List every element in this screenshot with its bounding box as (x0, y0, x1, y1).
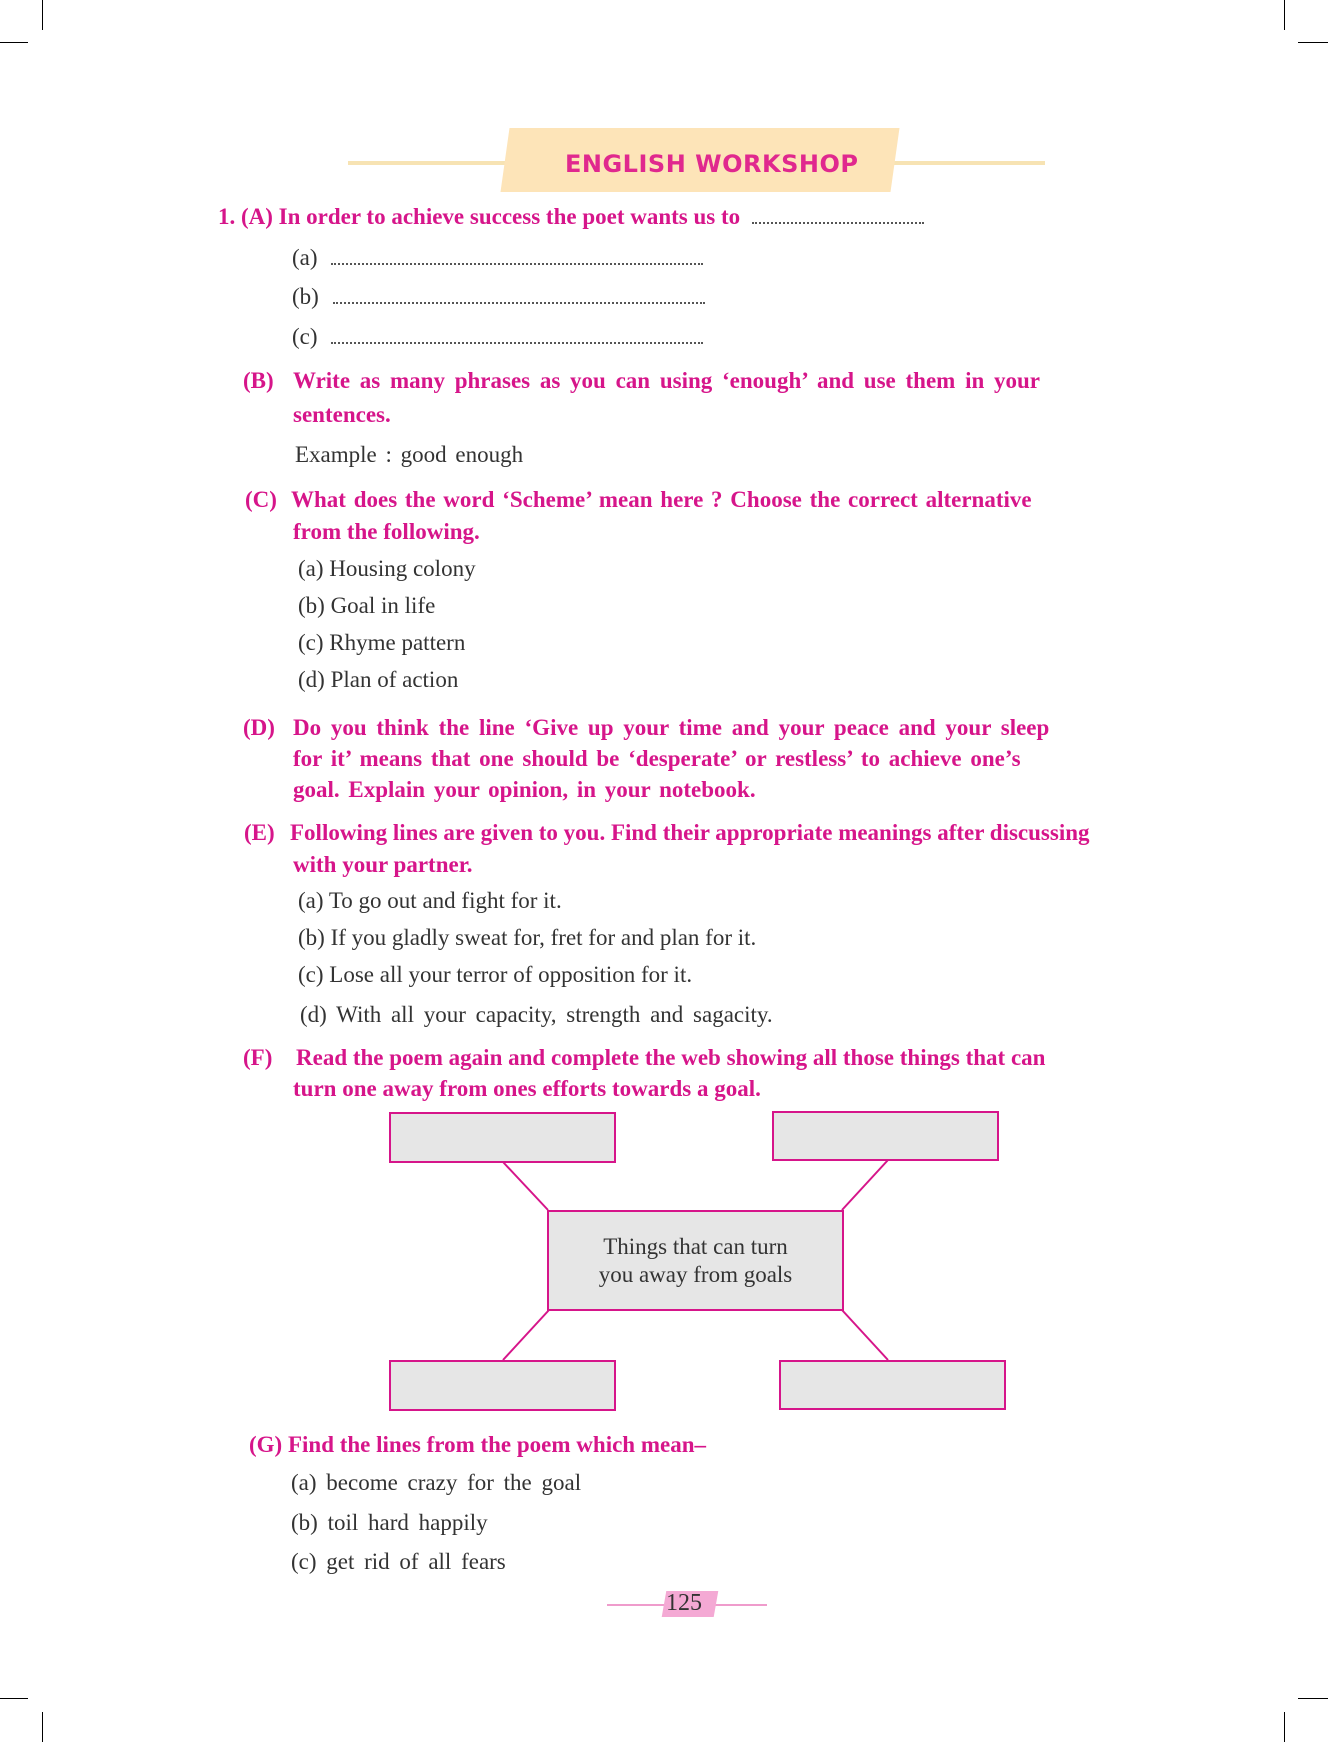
question-d-line1: Do you think the line ‘Give up your time and your peace and your sleep (293, 715, 1050, 740)
item-label: (a) (292, 245, 318, 270)
question-d-line3: goal. Explain your opinion, in your notebook. (293, 777, 756, 802)
web-center-text-line2: you away from goals (598, 1261, 793, 1287)
web-box-bottom-left[interactable] (389, 1360, 616, 1411)
option-item: (c) get rid of all fears (291, 1549, 506, 1574)
option-item: (d) With all your capacity, strength and sagacity. (300, 1002, 773, 1027)
question-c-line1: What does the word ‘Scheme’ mean here ? Choose the correct alternative (291, 487, 1032, 512)
question-c-label: (C) (245, 487, 277, 512)
page-number: 125 (666, 1590, 702, 1616)
question-e-line2: with your partner. (293, 852, 473, 877)
page-title: ENGLISH WORKSHOP (565, 150, 859, 178)
connector-line (842, 1160, 888, 1210)
page-number-rule-left (607, 1604, 667, 1606)
example-text: Example : good enough (295, 442, 524, 467)
question-f-line1: Read the poem again and complete the web showing all those things that can (296, 1045, 1046, 1070)
option-item: (b) If you gladly sweat for, fret for and plan for it. (298, 925, 757, 950)
option-item: (a) Housing colony (298, 556, 476, 581)
option-item: (c) Lose all your terror of opposition for it. (298, 962, 693, 987)
option-item: (c) Rhyme pattern (298, 630, 466, 655)
question-c-line2: from the following. (293, 519, 480, 544)
web-box-top-right[interactable] (772, 1111, 999, 1161)
connector-line (842, 1310, 888, 1360)
question-d-line2: for it’ means that one should be ‘desperate’ or restless’ to achieve one’s (293, 746, 1021, 771)
option-item: (d) Plan of action (298, 667, 459, 692)
question-g: (G) Find the lines from the poem which mean– (249, 1432, 707, 1457)
question-f-label: (F) (243, 1045, 273, 1070)
option-item: (b) Goal in life (298, 593, 436, 618)
connector-line (503, 1310, 549, 1360)
page-number-rule-right (712, 1604, 767, 1606)
web-box-bottom-right[interactable] (779, 1360, 1006, 1410)
question-e-line1: Following lines are given to you. Find their appropriate meanings after discussing (290, 820, 1090, 845)
question-1a-text: 1. (A) In order to achieve success the poet wants us to (218, 204, 741, 229)
item-label: (c) (292, 324, 318, 349)
question-b-line2: sentences. (293, 402, 391, 427)
option-item: (b) toil hard happily (291, 1510, 488, 1535)
web-box-top-left[interactable] (389, 1112, 616, 1163)
question-e-label: (E) (244, 820, 275, 845)
web-center-text-line1: Things that can turn (603, 1233, 788, 1259)
option-item: (a) become crazy for the goal (291, 1470, 582, 1495)
question-b-label: (B) (243, 368, 274, 393)
question-b-line1: Write as many phrases as you can using ‘enough’ and use them in your (293, 368, 1040, 393)
item-label: (b) (292, 284, 319, 309)
question-d-label: (D) (243, 715, 275, 740)
web-center-box (547, 1210, 844, 1311)
question-f-line2: turn one away from ones efforts towards a goal. (293, 1076, 761, 1101)
option-item: (a) To go out and fight for it. (298, 888, 562, 913)
connector-line (503, 1162, 548, 1210)
